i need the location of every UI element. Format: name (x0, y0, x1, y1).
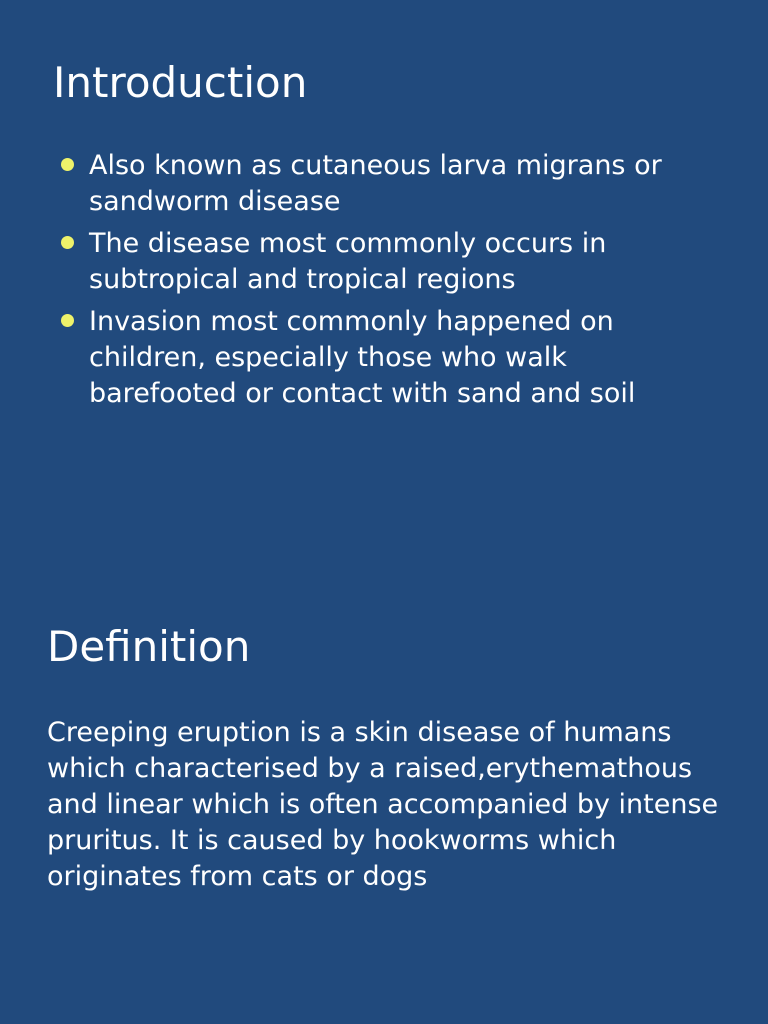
bullet-text: The disease most commonly occurs in subtropical and tropical regions (89, 228, 607, 295)
bullet-item (59, 148, 699, 220)
introduction-title: Introduction (53, 58, 308, 107)
bullet-dot-icon (61, 314, 74, 327)
bullet-text: Also known as cutaneous larva migrans or sandworm disease (89, 150, 662, 217)
bullet-dot-icon (61, 236, 74, 249)
definition-slide (0, 512, 768, 1024)
introduction-bullet-list (59, 148, 699, 418)
definition-body: Creeping eruption is a skin disease of humans which characterised by a raised,erythemathous and linear which is often accompanied by intense pruritus. It is caused by hookworms which originates from cats or dogs (47, 717, 719, 892)
definition-title: Definition (47, 622, 251, 671)
bullet-text: Invasion most commonly happened on children, especially those who walk barefooted or contact with sand and soil (89, 306, 636, 409)
bullet-item (59, 226, 699, 298)
bullet-item (59, 304, 699, 412)
bullet-dot-icon (61, 158, 74, 171)
